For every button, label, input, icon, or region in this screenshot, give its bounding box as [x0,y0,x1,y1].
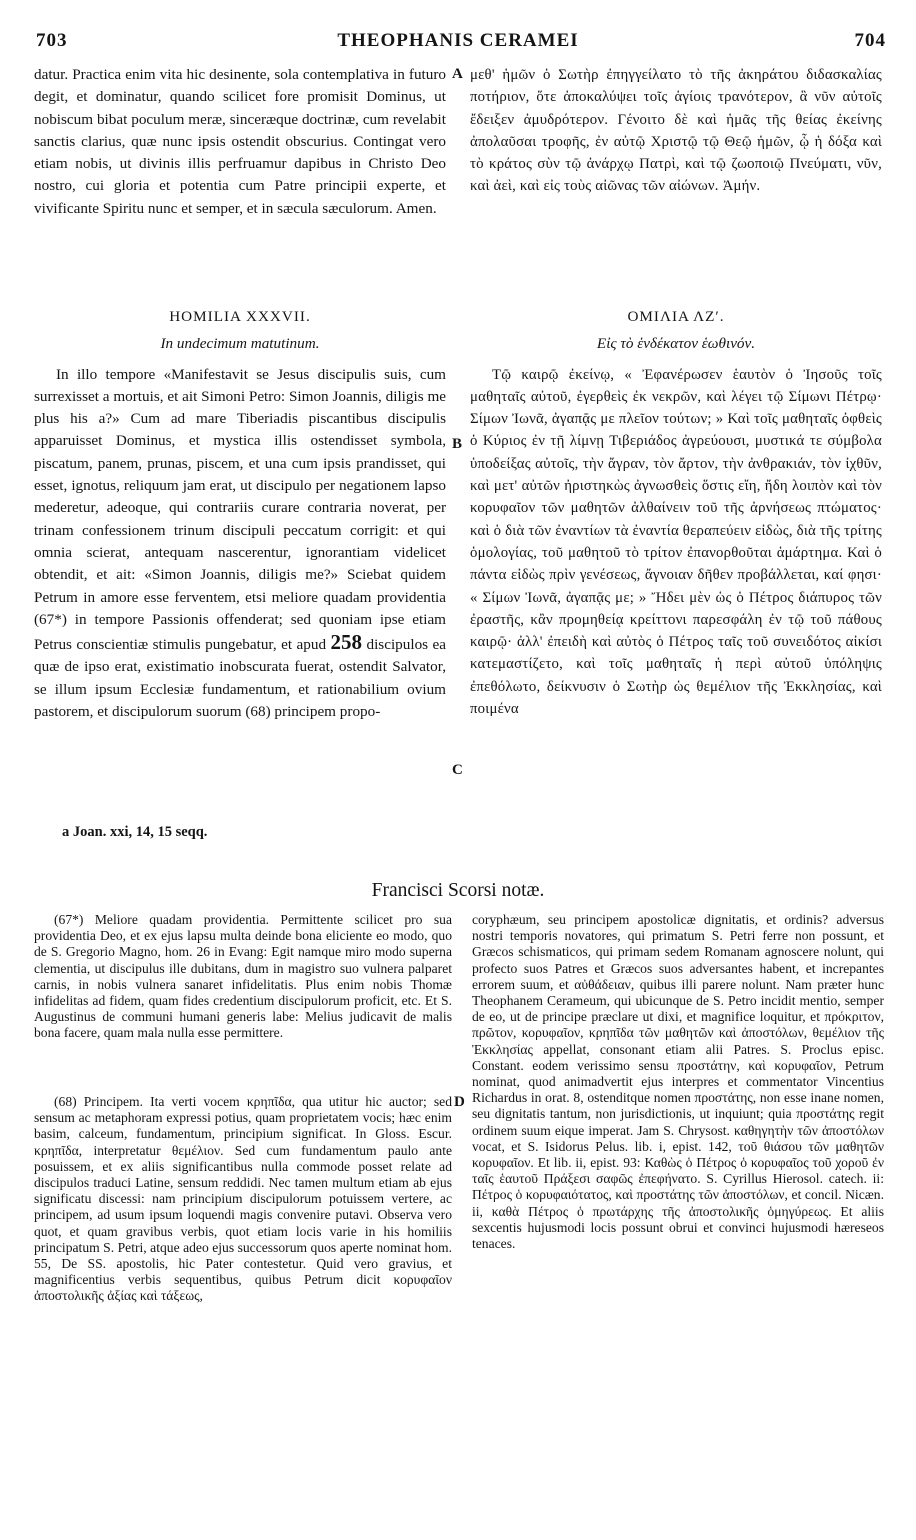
latin-text: In illo tempore «Manifestavit se Jesus discipulis suis, cum surrexisset a mortuis, et ait Simoni Petro: Simon Joannis, diligis me plus his a?» Cum ad mare Tiberiadis piscantibus discipulis apparuisset Dominus, et mystica illis ostendisset symbola, piscatum, panem, prunas, piscem, et una cum ipsis prandisset, qui esset, ignotus, reliquum jam erat, ut discipulo per negationem lapso mederetur, adeoque, qui contrariis curare contraria noverat, per trinam confessionem trinum discipuli peccatum corrigit: et qui omnia scierat, antequam nascerentur, ignorantiam videlicet obtendit, et ait: «Simon Joannis, diligis me?» Sciebat quidem Petrum in amore esse ferventem, etsi meliore quadam providentia (67*) in tempore Passionis offenderat; sed quoniam ipse etiam Petrus conscientiæ stimulis pungebatur, et apud [34,365,446,654]
note-68: (68) Principem. Ita verti vocem κρηπῖδα, qua utitur hic auctor; sed sensum ac metaphoram expressi potius, quam proprietatem vocis; hæc enim basim, calceum, fundamentum, principium significat. In Gloss. Escur. κρηπῖδα, interpretatur θεμέλιον. Sed cum fundamentum paulo ante posuissem, et ex aliis significantibus nulla commode posset relate ad discipulos traduci Latine, sensum reddidi. Nec tamen multum etiam ab ejus significatu discessi: nam principium discipulorum potuissem vertere, ac principem, ad usum ipsum loquendi magis convenire putavi. Observa vero quot, et quam gravibus verbis, quot etiam locis varie in his homiliis principatum S. Petri, atque adeo ejus successorum quos aperte nominat hom. 55, De SS. apostolis, hic Pater contestetur. Quid vero gravius, et magnificentius verbis sequentibus, quibus Petrum dicit κορυφαῖον ἀποστολικῆς ἀξίας καὶ τάξεως, [34,1094,452,1304]
page-number-right: 704 [854,30,886,51]
margin-letter-b: B [452,436,463,452]
margin-letter-d: D [454,1094,465,1110]
greek-homily-heading: ΟΜΙΛΙΑ ΛΖʹ. [627,308,725,325]
note-67: (67*) Meliore quadam providentia. Permittente scilicet pro sua providentia Deo, et ex ejus lapsu multa deinde bona eliciente eo modo, quo de S. Gregorio Magno, hom. 26 in Evang: Egit namque miro modo superna clementia, ut discipulus ille dubitans, dum in magistro suo vulnera palparet carnis, in nobis vulnera sanaret infidelitatis. Plus enim nobis Thomæ infidelitas ad fidem, quam fides credentium discipulorum proficit, etc. Et S. Augustinus de communi humani generis labe: Melius judicavit de malis bona facere, quam mala nulla esse permittere. [34,912,452,1041]
margin-letter-c: C [452,762,463,778]
running-title: THEOPHANIS CERAMEI [337,30,579,51]
latin-paragraph [34,364,446,832]
greek-homily-subheading: Εἰς τὸ ἑνδέκατον ἑωθινόν. [596,335,756,353]
greek-paragraph: μεθ' ἡμῶν ὁ Σωτὴρ ἐπηγγείλατο τὸ τῆς ἀκηράτου διδασκαλίας ποτήριον, ὅτε ἀποκαλύψει τοῖς ἁγίοις τρανότερον, ἃ νῦν αὐτοῖς ἔδειξεν ἀμυδρότερον. Γένοιτο δὲ καὶ ἡμᾶς τῆς θείας ἐκείνης ἀπολαῦσαι τροφῆς, ἐν αὐτῷ Χριστῷ τῷ Θεῷ ἡμῶν, ᾧ ἡ δόξα καὶ τὸ κράτος σὺν τῷ ἀνάρχῳ Πατρὶ, καὶ τῷ ζωοποιῷ Πνεύματι, νῦν, καὶ ἀεὶ, καὶ εἰς τοὺς αἰῶνας τῶν αἰώνων. Ἀμήν. [470,67,882,195]
greek-column [470,64,882,832]
latin-text: discipulos ea quæ de ipso erat, existimatio inobscurata fuerat, ostendit Salvator, se illum ipsum Ecclesiæ fundamentum, et rationabilium ovium pastorem, et discipulorum suorum (68) principem propo- [34,636,446,721]
note-continuation: coryphæum, seu principem apostolicæ dignitatis, et ordinis? adversus nostri temporis novatores, qui primatum S. Petri ferre non possunt, et Græcos schismaticos, qui primam sedem Romanam agnoscere nolunt, qui profecto suos Patres et Græcos suos adversantes habent, et increpantes errorem suum, et αὐθάδειαν, quibus illi parere nolunt. Nam præter hunc Theophanem Cerameum, qui ubicunque de S. Petro incidit mentio, semper de eo, ut de principe præclare ut dixi, et magnifice loquitur, et πρόκριτον, πρῶτον, κορυφαῖον, κρηπῖδα τῶν μαθητῶν καὶ ἀποστόλων, θεμέλιον τῆς Ἐκκλησίας appellat, consonant etiam alii Patres. S. Proclus episc. Constant. eodem verissimo sensu προστάτην, καὶ κορυφαῖον, Petrum nominat, quod animadvertit ejus interpres et commentator Vincentius Richardus in orat. 8, ostenditque nomen προστάτης, non esse inane nomen, seu dignitatis tantum, non jurisdictionis, ut inquiunt; quia προστάτης regit ordinem suum eique imperat. Jam S. Chrysost. καθηγητὴν τῶν ἀποστόλων vocat, et S. Isidorus Pelus. lib. i, epist. 142, τοῦ θιάσου τῶν μαθητῶν κορυφαῖον. Et lib. ii, epist. 93: Καθὼς ὁ Πέτρος ὁ κορυφαῖος τοῦ χοροῦ ἐν ταῖς ἑαυτοῦ Πράξεσι σαφῶς ἐπεφήνατο. S. Cyrillus Hierosol. catech. ii: Πέτρος ὁ κορυφαιότατος, καὶ προστάτης τῶν ἀποστόλων, et concil. Nicæn. ii, καθὰ Πέτρος ὁ πρωτάρχης τῆς ἀποστολικῆς ὁμηγύρεως. Et aliis sexcentis hujusmodi locis possunt obrui et convinci hujusmodi hæreseos tenaces. [472,912,884,1252]
notes-column-left [34,912,452,1514]
folio-number: 258 [330,630,363,655]
latin-homily-heading: HOMILIA XXXVII. [169,308,311,325]
latin-column [34,64,446,832]
footnote: a Joan. xxi, 14, 15 seqq. [62,824,208,840]
latin-homily-subheading: In undecimum matutinum. [160,335,320,353]
page-number-left: 703 [36,30,68,51]
greek-paragraph: Τῷ καιρῷ ἐκείνῳ, « Ἐφανέρωσεν ἑαυτὸν ὁ Ἰησοῦς τοῖς μαθηταῖς αὐτοῦ, ἐγερθεὶς ἐκ νεκρῶν, καὶ λέγει τῷ Σίμωνι Πέτρῳ· Σίμων Ἰωνᾶ, ἀγαπᾷς με πλεῖον τούτων; » Καὶ τοῖς μαθηταῖς ὀφθεὶς ὁ Κύριος ἐν τῇ λίμνῃ Τιβεριάδος ἀγρεύουσι, μυστικά τε σύμβολα ὑποδείξας αὐτοῖς, τὴν ἄγραν, τὸν ἄρτον, τὴν ἀνθρακιάν, τὸν ἰχθῦν, καὶ μετ' αὐτῶν ἠριστηκὼς ἀγνωσθεὶς ὅστις εἴη, ἤδη λοιπὸν καὶ τὸν κορυφαῖον τῶν μαθητῶν ἀλθαίνειν τοῦ τῆς ἀρνήσεως πτώματος· καὶ ὁ διὰ τῶν ἐναντίων τὰ ἐναντία θεραπεύειν εἰδὼς, διὰ τῆς τρίτης ὁμολογίας, τοῦ μαθητοῦ τὸ τρίτον ἐπανορθοῦται ἁμάρτημα. Καὶ ὁ πάντα εἰδὼς πρὶν γενέσεως, ἄγνοιαν δῆθεν προβάλλεται, καί φησι· « Σίμων Ἰωνᾶ, ἀγαπᾷς με; » Ἤδει μὲν ὡς ὁ Πέτρος διάπυρος τῶν ἐραστῆς, κἂν προμηθείᾳ κρείττονι παρεσφάλη ἐν τῷ τοῦ πάθους καιρῷ· ἀλλ' ἐπειδὴ καὶ αὐτὸς ὁ Πέτρος ταῖς τοῦ συνειδότος αἰκίσι κατεμαστίζετο, καὶ τοῖς μαθηταῖς ἡ περὶ αὐτοῦ ὑπόληψις ἐπεθόλωτο, δείκνυσιν ὁ Σωτὴρ ὡς θεμέλιον τῆς Ἐκκλησίας, καὶ ποιμένα [470,366,882,718]
notes-title: Francisci Scorsi notæ. [371,880,545,901]
margin-letter-a: A [452,66,463,82]
notes-column-right [472,912,884,1512]
latin-paragraph: datur. Practica enim vita hic desinente, sola contemplativa in futuro degit, et dominatur, quando scilicet fore promisit Dominus, ut nobiscum bibat poculum meræ, sinceræque doctrinæ, cum revelabit sanctis clarius, quæ nunc ipsis ostendit obscurius. Contingat vero etiam nobis, ut divinis illis perfruamur dapibus in Christo Deo nostro, cui gloria et potentia cum Patre principii experte, et vivificante Spiritu nunc et semper, et in sæcula sæculorum. Amen. [34,66,446,217]
